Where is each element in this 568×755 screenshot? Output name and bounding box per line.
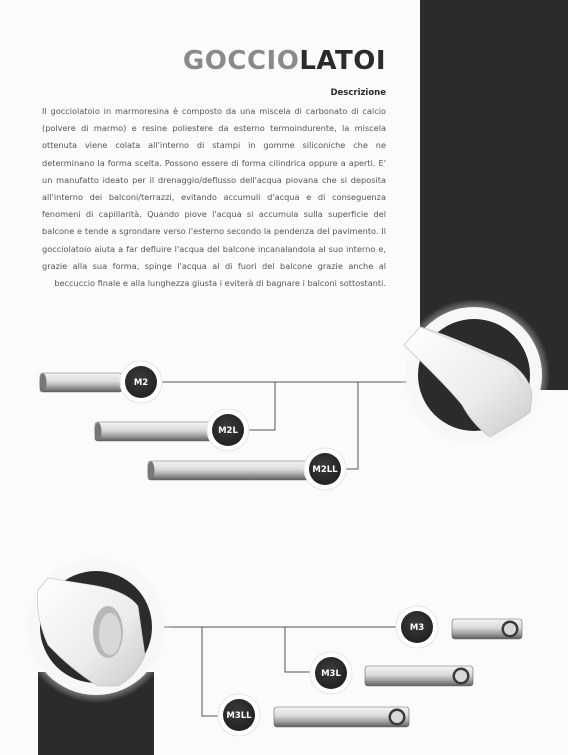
product-image-m3 (20, 551, 172, 703)
description-text: Il gocciolatoio in marmoresina è composto da una miscela di carbonato di calcio (polvere di marmo) e resine poliestere da esterno termoindurente, la miscela ottenuta viene colata all'interno di stampi in gomme siliconiche che ne determinano la forma scelta. Possono essere di forma cilindrica oppure a aperti. E' un manufatto ideato per il drenaggio/deflusso dell'acqua piovana che si deposita all'interno dei balconi/terrazzi, evitando accumuli d'acqua e di conseguenza fenomeni di capillarità. Quando piove l'acqua si accumula sulla superficie del balcone e tende a sgrondare verso l'esterno secondo la pendenza del pavimento. Il gocciolatoio aiuta a far defluire l'acqua del balcone incanalandola al suo interno e, grazie alla sua forma, spinge l'acqua al di fuori del balcone grazie anche al beccuccio finale e alla lunghezza giusta i eviterà di bagnare i balconi sottostanti. (42, 106, 386, 289)
pipe-m3l (365, 666, 473, 686)
pipe-m3 (452, 619, 522, 639)
pipe-m2ll (148, 461, 313, 480)
badge-m2l (207, 409, 249, 451)
badge-m3l-label: M3L (321, 669, 341, 679)
description-heading: Descrizione (330, 88, 386, 98)
pipe-m3ll (274, 707, 409, 727)
badge-m3l (310, 652, 352, 694)
badge-m2ll (304, 448, 346, 490)
title-part-dark: LATOI (299, 46, 386, 76)
badge-m3 (396, 606, 438, 648)
badge-m3-label: M3 (409, 623, 425, 633)
badge-m3ll-label: M3LL (226, 711, 252, 721)
pipe-m2l (95, 422, 214, 441)
lower-connector-lines (150, 627, 400, 716)
badge-m2-label: M2 (133, 378, 149, 388)
badge-m2ll-label: M2LL (312, 465, 338, 475)
badge-m2l-label: M2L (218, 426, 238, 436)
badge-m3ll (218, 694, 260, 736)
badge-m2 (120, 361, 162, 403)
pipe-m2 (40, 373, 123, 392)
product-image-m2 (398, 299, 550, 451)
title-part-light: GOCCIO (182, 46, 300, 76)
